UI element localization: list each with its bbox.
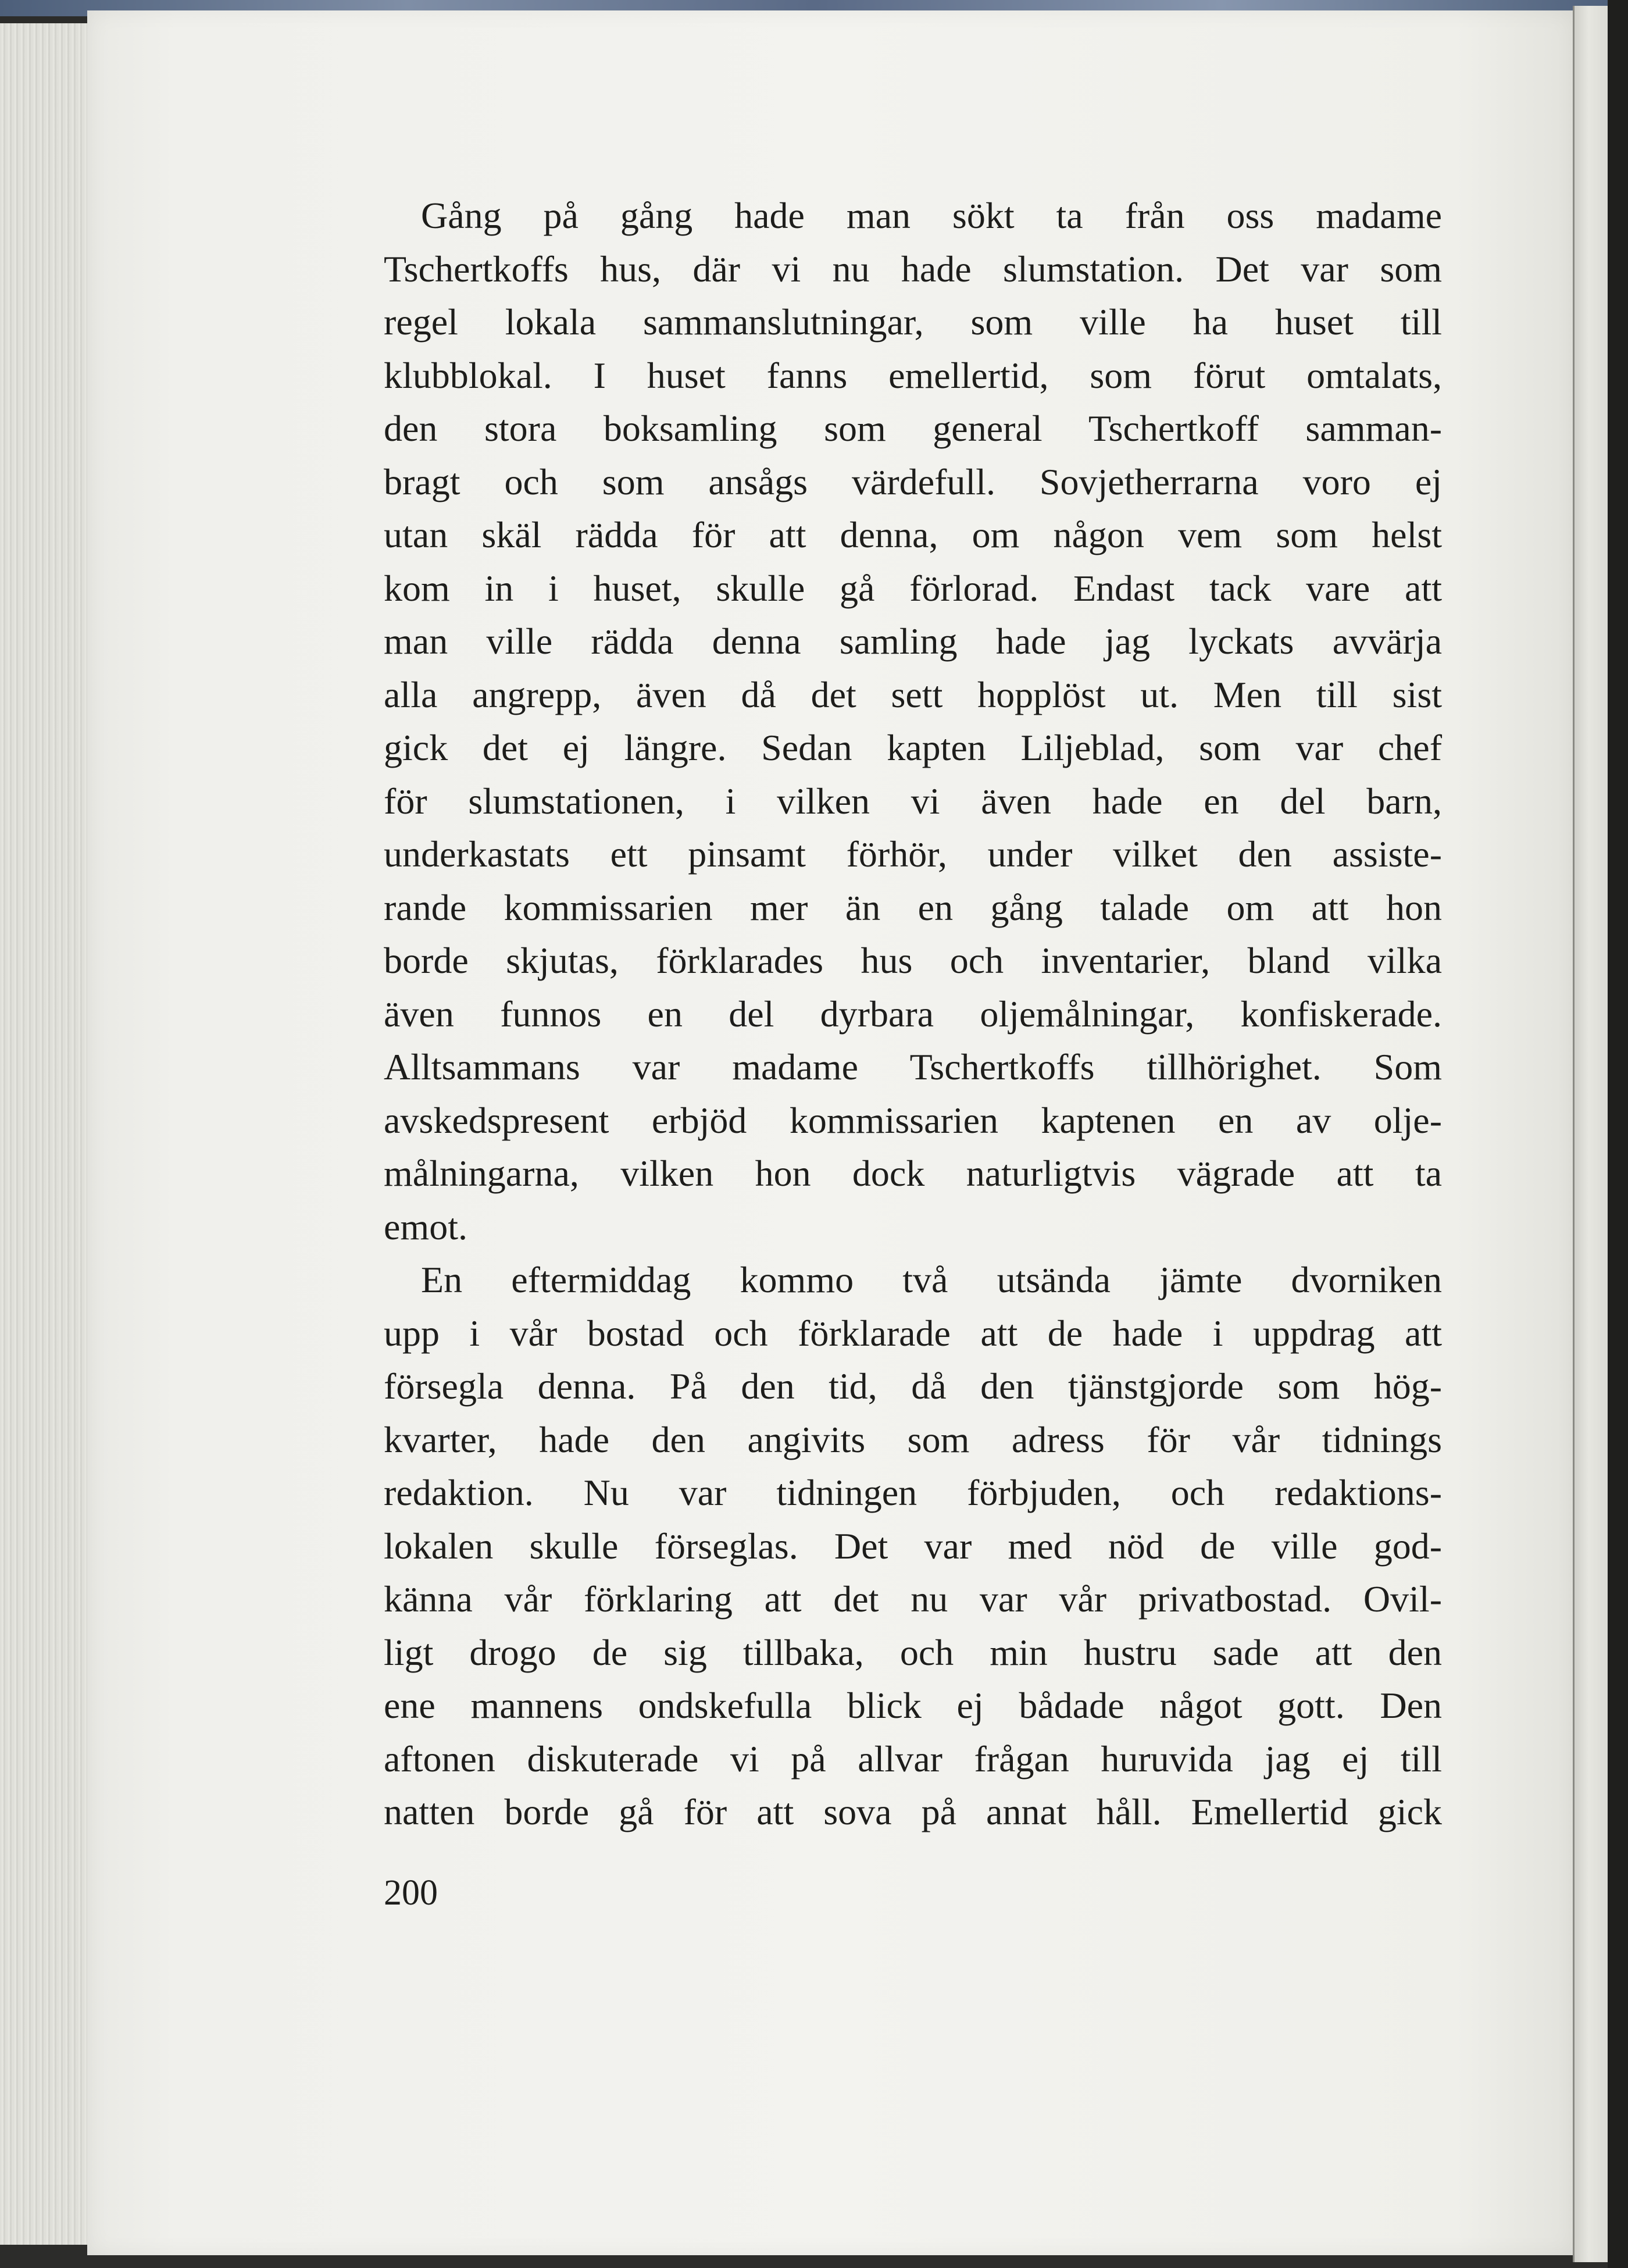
text-line: man ville rädda denna samling hade jag lyckats avvärja [384, 621, 1442, 662]
paragraph-1 [384, 189, 1442, 1253]
book-cover-edge [1608, 0, 1628, 2268]
text-line: den stora boksamling som general Tschertkoff samman- [384, 408, 1442, 449]
text-line: natten borde gå för att sova på annat håll. Emellertid gick [384, 1791, 1442, 1832]
text-line: lokalen skulle förseglas. Det var med nöd de ville god- [384, 1525, 1442, 1567]
text-line: borde skjutas, förklarades hus och inventarier, bland vilka [384, 940, 1442, 981]
text-line: kvarter, hade den angivits som adress för vår tidnings [384, 1418, 1442, 1460]
text-line: Alltsammans var madame Tschertkoffs tillhörighet. Som [384, 1046, 1442, 1087]
text-line: bragt och som ansågs värdefull. Sovjetherrarna voro ej [384, 461, 1442, 502]
text-line: försegla denna. På den tid, då den tjänstgjorde som hög- [384, 1365, 1442, 1407]
text-line: klubblokal. I huset fanns emellertid, som förut omtalats, [384, 354, 1442, 396]
text-line: ligt drogo de sig tillbaka, och min hustru sade att den [384, 1631, 1442, 1673]
text-line: En eftermiddag kommo två utsända jämte dvorniken [421, 1259, 1442, 1300]
text-line: emot. [384, 1206, 467, 1247]
text-line: redaktion. Nu var tidningen förbjuden, och redaktions- [384, 1472, 1442, 1513]
text-line: regel lokala sammanslutningar, som ville ha huset till [384, 301, 1442, 343]
text-line: Gång på gång hade man sökt ta från oss madame [421, 195, 1442, 236]
text-line: alla angrepp, även då det sett hopplöst ut. Men till sist [384, 673, 1442, 715]
paragraph-2 [384, 1253, 1442, 1839]
page-number: 200 [384, 1873, 438, 1913]
text-line: utan skäl rädda för att denna, om någon vem som helst [384, 514, 1442, 555]
text-line: Tschertkoffs hus, där vi nu hade slumstation. Det var som [384, 248, 1442, 290]
text-line: även funnos en del dyrbara oljemålningar, konfiskerade. [384, 993, 1442, 1035]
text-line: underkastats ett pinsamt förhör, under vilket den assiste- [384, 833, 1442, 875]
text-line: gick det ej längre. Sedan kapten Liljeblad, som var chef [384, 727, 1442, 768]
page-edges [0, 23, 100, 2245]
text-line: aftonen diskuterade vi på allvar frågan huruvida jag ej till [384, 1738, 1442, 1780]
body-text [384, 189, 1442, 1839]
text-line: målningarna, vilken hon dock naturligtvis vägrade att ta [384, 1153, 1442, 1194]
facing-page-edge [1573, 6, 1609, 2262]
text-line: upp i vår bostad och förklarade att de hade i uppdrag att [384, 1312, 1442, 1354]
text-line: avskedspresent erbjöd kommissarien kaptenen en av olje- [384, 1099, 1442, 1141]
text-line: rande kommissarien mer än en gång talade om att hon [384, 886, 1442, 928]
text-line: känna vår förklaring att det nu var vår privatbostad. Ovil- [384, 1578, 1442, 1620]
text-line: för slumstationen, i vilken vi även hade en del barn, [384, 780, 1442, 822]
text-line: kom in i huset, skulle gå förlorad. Endast tack vare att [384, 567, 1442, 609]
text-line: ene mannens ondskefulla blick ej bådade något gott. Den [384, 1685, 1442, 1726]
